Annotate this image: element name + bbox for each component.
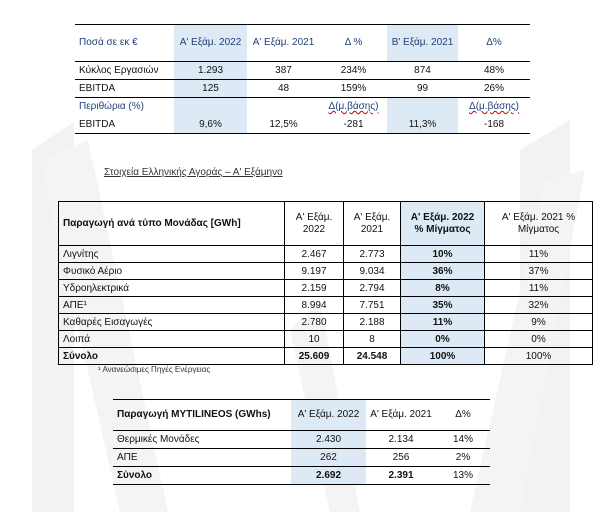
table-cell: 48 <box>247 80 320 98</box>
table-cell: 11% <box>485 280 593 297</box>
row-label: EBITDA <box>75 115 174 134</box>
financial-results-table <box>75 24 530 134</box>
table-cell: 8% <box>401 280 485 297</box>
table-row <box>59 246 593 263</box>
column-header: Α' Εξάμ. 2021 <box>247 25 320 62</box>
table-row <box>75 80 530 98</box>
table-cell: 874 <box>387 62 458 80</box>
margin-heading: Περιθώρια (%) <box>79 101 144 112</box>
greek-market-production-table <box>58 201 593 365</box>
table-cell: 256 <box>366 449 436 467</box>
table-cell <box>174 98 247 116</box>
table-cell: 262 <box>291 449 366 467</box>
column-header: Β' Εξάμ. 2021 <box>387 25 458 62</box>
table-row <box>59 280 593 297</box>
table-cell: 2.692 <box>291 467 366 485</box>
table-cell: 9% <box>485 314 593 331</box>
table-cell: 11,3% <box>387 115 458 134</box>
row-label: Λιγνίτης <box>59 246 285 263</box>
table-cell: 26% <box>458 80 530 98</box>
table-header-row <box>59 202 593 246</box>
table-row <box>75 62 530 80</box>
table-cell: 9,6% <box>174 115 247 134</box>
section-title: Στοιχεία Ελληνικής Αγοράς – Α' Εξάμηνο <box>104 167 283 178</box>
column-header: Α' Εξάμ. 2022 <box>285 202 344 246</box>
table-cell: 2.780 <box>285 314 344 331</box>
table-cell: 11% <box>401 314 485 331</box>
table-row <box>59 331 593 348</box>
table-cell: 48% <box>458 62 530 80</box>
row-label: ΑΠΕ¹ <box>59 297 285 314</box>
column-header: Παραγωγή MYTILINEOS (GWhs) <box>113 400 291 431</box>
table-cell: 11% <box>485 246 593 263</box>
table-cell: 9.034 <box>344 263 401 280</box>
table-cell <box>387 98 458 116</box>
table-cell: 2.773 <box>344 246 401 263</box>
column-header: Α' Εξάμ. 2021 <box>344 202 401 246</box>
row-label: Κύκλος Εργασιών <box>75 62 174 80</box>
table-cell: 2.794 <box>344 280 401 297</box>
row-label: ΑΠΕ <box>113 449 291 467</box>
column-header: Ποσά σε εκ € <box>75 25 174 62</box>
table-header-row <box>113 400 490 431</box>
table-cell: 387 <box>247 62 320 80</box>
table-cell: -168 <box>458 115 530 134</box>
row-label: Φυσικό Αέριο <box>59 263 285 280</box>
table-cell: 2.391 <box>366 467 436 485</box>
table-cell: 13% <box>436 467 490 485</box>
column-header: Δ % <box>320 25 387 62</box>
table-row <box>59 297 593 314</box>
table-cell: 10% <box>401 246 485 263</box>
table-cell: 234% <box>320 62 387 80</box>
table-cell: -281 <box>320 115 387 134</box>
total-row <box>113 467 490 485</box>
margin-subheader-row <box>75 98 530 116</box>
table-cell: 2.159 <box>285 280 344 297</box>
table-cell: 125 <box>174 80 247 98</box>
row-label: Καθαρές Εισαγωγές <box>59 314 285 331</box>
table-cell: 2.188 <box>344 314 401 331</box>
row-label: Υδροηλεκτρικά <box>59 280 285 297</box>
column-header: Α' Εξάμ. 2021 % Μίγματος <box>485 202 593 246</box>
table-cell: 24.548 <box>344 348 401 365</box>
delta-heading: Δ(μ.βάσης) <box>469 101 519 112</box>
column-header: Δ% <box>436 400 490 431</box>
table-cell: 12,5% <box>247 115 320 134</box>
table-cell: 10 <box>285 331 344 348</box>
mytilineos-production-table <box>113 399 490 485</box>
table-cell: 159% <box>320 80 387 98</box>
row-label: Θερμικές Μονάδες <box>113 431 291 449</box>
table-cell: 2.134 <box>366 431 436 449</box>
table-cell: 100% <box>401 348 485 365</box>
table-cell: 25.609 <box>285 348 344 365</box>
column-header: Α' Εξάμ. 2021 <box>366 400 436 431</box>
column-header: Α' Εξάμ. 2022 <box>291 400 366 431</box>
table-cell: 35% <box>401 297 485 314</box>
table-cell <box>247 98 320 116</box>
table-cell: 14% <box>436 431 490 449</box>
table-cell: 32% <box>485 297 593 314</box>
table-cell: 36% <box>401 263 485 280</box>
table-row <box>59 263 593 280</box>
table-cell: 0% <box>485 331 593 348</box>
table-cell: 8 <box>344 331 401 348</box>
total-row <box>59 348 593 365</box>
table-cell: 2.467 <box>285 246 344 263</box>
row-label: Σύνολο <box>59 348 285 365</box>
delta-heading: Δ(μ.βάσης) <box>328 101 379 112</box>
table-cell: 0% <box>401 331 485 348</box>
table-cell: 9.197 <box>285 263 344 280</box>
table-cell: 99 <box>387 80 458 98</box>
column-header: Δ% <box>458 25 530 62</box>
row-label: Σύνολο <box>113 467 291 485</box>
table-row <box>113 449 490 467</box>
table-cell: 1.293 <box>174 62 247 80</box>
table-cell: 2.430 <box>291 431 366 449</box>
table-row <box>59 314 593 331</box>
table-cell: 37% <box>485 263 593 280</box>
column-header: Παραγωγή ανά τύπο Μονάδας [GWh] <box>59 202 285 246</box>
footnote: ¹ Ανανεώσιμες Πηγές Ενέργειας <box>98 365 211 374</box>
table-cell: 7.751 <box>344 297 401 314</box>
column-header: Α' Εξάμ. 2022 <box>174 25 247 62</box>
row-label: EBITDA <box>75 80 174 98</box>
table-cell: 100% <box>485 348 593 365</box>
table-header-row <box>75 25 530 62</box>
table-cell: 8.994 <box>285 297 344 314</box>
table-row <box>113 431 490 449</box>
table-cell: 2% <box>436 449 490 467</box>
table-row <box>75 115 530 134</box>
column-header: Α' Εξάμ. 2022 % Μίγματος <box>401 202 485 246</box>
row-label: Λοιπά <box>59 331 285 348</box>
